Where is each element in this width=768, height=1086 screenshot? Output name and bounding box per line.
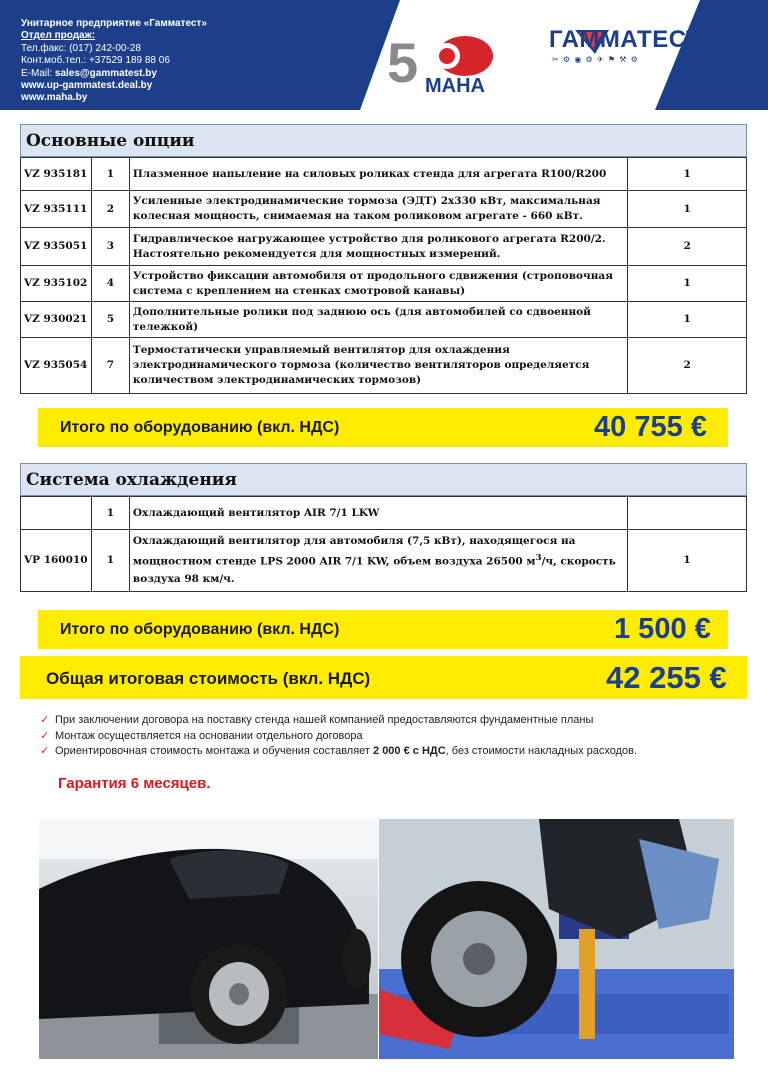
email-line bbox=[21, 68, 207, 80]
item-code: VZ 935054 bbox=[21, 338, 92, 394]
phone-fax: Тел.факс: (017) 242-00-28 bbox=[21, 42, 141, 54]
item-quantity: 2 bbox=[628, 338, 747, 394]
item-code: VZ 930021 bbox=[21, 302, 92, 338]
notes-list bbox=[40, 713, 637, 760]
item-code bbox=[21, 497, 92, 530]
maha-50-logo bbox=[385, 26, 503, 96]
item-description: Дополнительные ролики под заднюю ось (для автомобилей со сдвоенной тележкой) bbox=[129, 302, 627, 338]
note-text-bold: 2 000 € с НДС bbox=[373, 745, 446, 757]
total-label-equipment-2: Итого по оборудованию (вкл. НДС) bbox=[60, 621, 340, 638]
item-number: 3 bbox=[91, 228, 129, 266]
item-quantity: 2 bbox=[628, 228, 747, 266]
item-number: 1 bbox=[91, 158, 129, 191]
email-label: E-Mail: bbox=[21, 67, 55, 79]
car-on-dyno-photo bbox=[39, 819, 378, 1059]
cooling-table bbox=[20, 496, 747, 592]
item-description: Гидравлическое нагружающее устройство для роликового агрегата R200/2. Настоятельно рекомендуется для мощностных измерений. bbox=[129, 228, 627, 266]
site-link-2[interactable]: www.maha.by bbox=[21, 92, 88, 104]
item-description bbox=[129, 530, 627, 592]
section-title-main-options: Основные опции bbox=[20, 124, 747, 157]
table-row bbox=[21, 228, 747, 266]
note-text bbox=[55, 744, 637, 760]
item-number: 4 bbox=[91, 266, 129, 302]
total-value-equipment-2: 1 500 € bbox=[614, 613, 711, 645]
item-quantity: 1 bbox=[628, 302, 747, 338]
list-item bbox=[40, 713, 637, 729]
checkmark-icon: ✓ bbox=[40, 714, 50, 726]
note-text-a: Ориентировочная стоимость монтажа и обучения составляет bbox=[55, 745, 374, 757]
gammatest-logo-text: ГАММАТЕСТ bbox=[549, 26, 702, 53]
item-code: VZ 935102 bbox=[21, 266, 92, 302]
table-row bbox=[21, 158, 747, 191]
item-number: 2 bbox=[91, 191, 129, 228]
site-link-1[interactable]: www.up-gammatest.deal.by bbox=[21, 80, 153, 92]
item-number: 1 bbox=[91, 530, 129, 592]
email-link[interactable]: sales@gammatest.by bbox=[54, 67, 157, 79]
checkmark-icon: ✓ bbox=[40, 729, 50, 742]
org-name: Унитарное предприятие «Гамматест» bbox=[21, 18, 207, 29]
table-row bbox=[21, 191, 747, 228]
item-code: VZ 935181 bbox=[21, 158, 92, 191]
list-item bbox=[40, 729, 637, 745]
item-quantity: 1 bbox=[628, 530, 747, 592]
total-label-equipment-1: Итого по оборудованию (вкл. НДС) bbox=[60, 419, 340, 436]
table-row bbox=[21, 497, 747, 530]
item-number: 7 bbox=[91, 338, 129, 394]
item-description: Устройство фиксации автомобиля от продольного сдвижения (строповочная система с креплением на стенках смотровой канавы) bbox=[129, 266, 627, 302]
page-header bbox=[0, 0, 768, 110]
item-quantity: 1 bbox=[628, 191, 747, 228]
table-row bbox=[21, 266, 747, 302]
item-number: 1 bbox=[91, 497, 129, 530]
note-text-c: , без стоимости накладных расходов. bbox=[445, 745, 638, 757]
logo-maha-text: МАНА bbox=[425, 75, 485, 96]
item-code: VP 160010 bbox=[21, 530, 92, 592]
table-row bbox=[21, 302, 747, 338]
contact-block bbox=[21, 18, 207, 105]
total-value-equipment-1: 40 755 € bbox=[594, 411, 707, 443]
item-description: Усиленные электродинамические тормоза (ЭДТ) 2х330 кВт, максимальная колесная мощность, снимаемая на таком роликовом агрегате - 660 кВт. bbox=[129, 191, 627, 228]
gammatest-tools-icons: ✂ ⚙ ◉ ⚙ ✈ ⚑ ⚒ ⚙ bbox=[552, 55, 639, 64]
item-quantity bbox=[628, 497, 747, 530]
logo-50-number: 5 bbox=[387, 31, 419, 94]
item-code: VZ 935111 bbox=[21, 191, 92, 228]
item-description: Плазменное напыление на силовых роликах стенда для агрегата R100/R200 bbox=[129, 158, 627, 191]
item-description: Термостатически управляемый вентилятор для охлаждения электродинамического тормоза (количество вентиляторов определяется количеством электродинамических тормозов) bbox=[129, 338, 627, 394]
section-title-cooling: Система охлаждения bbox=[20, 463, 747, 496]
item-description-part-b: /ч, скорость воздуха 98 км/ч. bbox=[132, 555, 616, 585]
guarantee-text: Гарантия 6 месяцев. bbox=[58, 775, 211, 792]
table-row bbox=[21, 338, 747, 394]
grand-total-value: 42 255 € bbox=[606, 660, 727, 695]
main-options-table bbox=[20, 157, 747, 394]
note-text: Монтаж осуществляется на основании отдельного договора bbox=[55, 729, 363, 742]
item-description: Охлаждающий вентилятор AIR 7/1 LKW bbox=[129, 497, 627, 530]
table-row bbox=[21, 530, 747, 592]
item-description-superscript: 3 bbox=[535, 553, 542, 564]
note-text: При заключении договора на поставку стенда нашей компанией предоставляются фундаментные планы bbox=[55, 714, 594, 726]
item-number: 5 bbox=[91, 302, 129, 338]
motorcycle-on-dyno-photo bbox=[379, 819, 734, 1059]
item-quantity: 1 bbox=[628, 266, 747, 302]
sales-dept: Отдел продаж: bbox=[21, 30, 96, 42]
item-description-part-a: Охлаждающий вентилятор для автомобиля (7,5 кВт), находящегося на мощностном стенде LPS 2000 AIR 7/1 KW, объем воздуха 26500 м bbox=[132, 535, 576, 568]
item-code: VZ 935051 bbox=[21, 228, 92, 266]
checkmark-icon: ✓ bbox=[40, 745, 50, 757]
item-quantity: 1 bbox=[628, 158, 747, 191]
grand-total-label: Общая итоговая стоимость (вкл. НДС) bbox=[46, 669, 371, 688]
list-item bbox=[40, 744, 637, 760]
mobile-phone: Конт.моб.тел.: +37529 189 88 06 bbox=[21, 55, 170, 67]
